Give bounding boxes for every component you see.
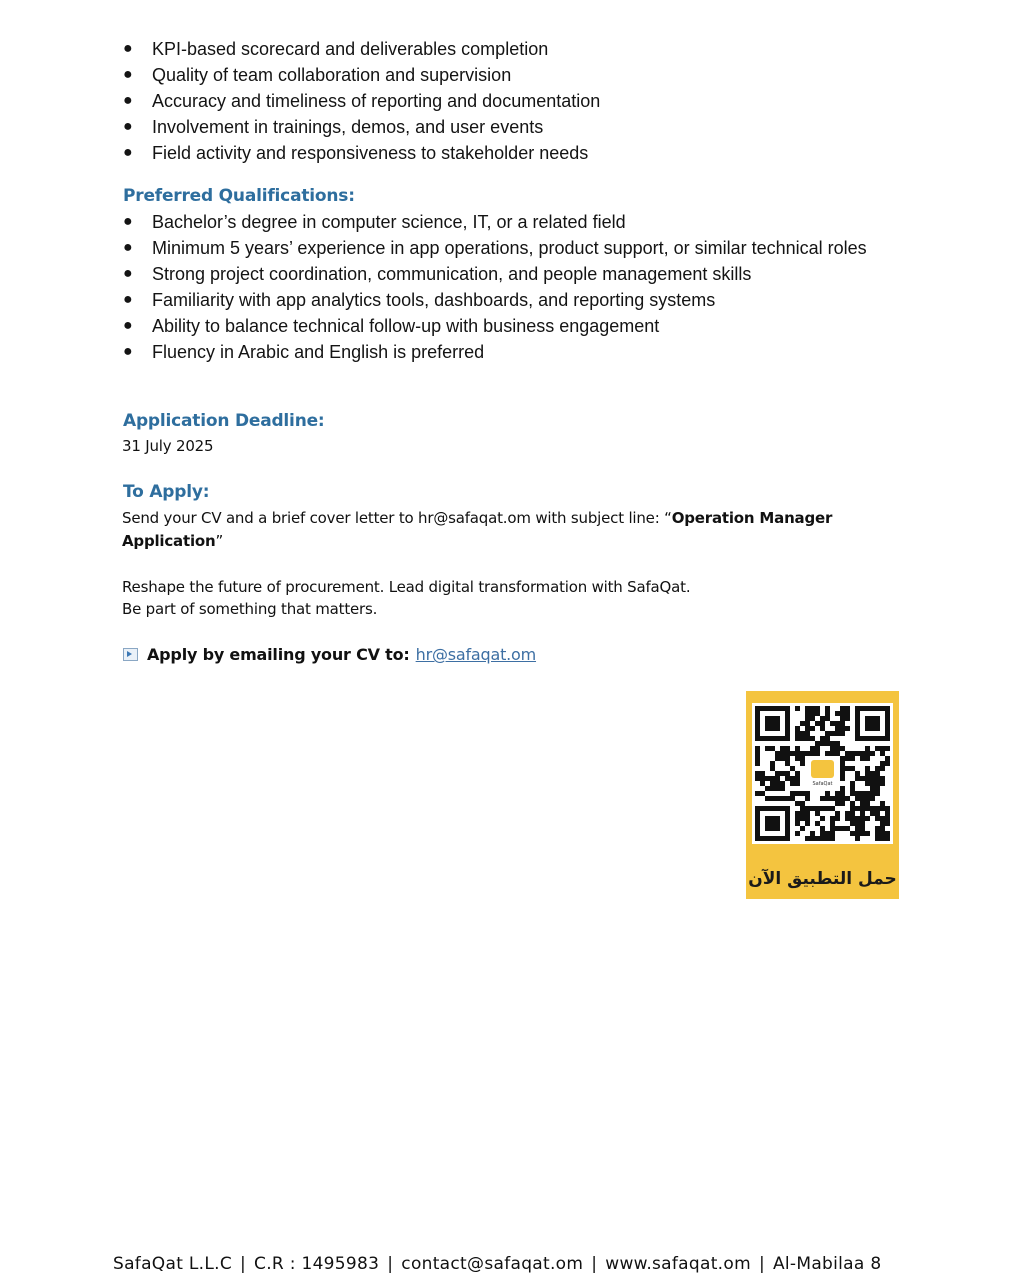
footer-email[interactable]: contact@safaqat.om xyxy=(401,1254,584,1274)
list-item: ● Field activity and responsiveness to stakeholder needs xyxy=(122,140,882,166)
apply-cta xyxy=(123,645,536,664)
footer-company: SafaQat L.L.C xyxy=(113,1254,232,1274)
footer-separator: | xyxy=(240,1254,247,1274)
list-item: ● Strong project coordination, communication, and people management skills xyxy=(122,261,882,287)
arrow-icon xyxy=(123,648,138,661)
apply-cta-label: Apply by emailing your CV to: xyxy=(147,645,410,664)
bullet-icon: ● xyxy=(123,66,133,83)
list-item: ● Minimum 5 years’ experience in app operations, product support, or similar technical roles xyxy=(122,235,882,261)
footer-cr: C.R : 1495983 xyxy=(254,1254,380,1274)
tagline: Reshape the future of procurement. Lead digital transformation with SafaQat. xyxy=(122,578,691,596)
list-item: ● Bachelor’s degree in computer science, IT, or a related field xyxy=(122,209,882,235)
bullet-icon: ● xyxy=(123,144,133,161)
bullet-icon: ● xyxy=(123,291,133,308)
bullet-icon: ● xyxy=(123,92,133,109)
tagline-secondary: Be part of something that matters. xyxy=(122,600,378,618)
email-subject: Operation Manager Application xyxy=(122,509,833,550)
qualifications-heading: Preferred Qualifications: xyxy=(123,186,355,206)
footer-separator: | xyxy=(591,1254,598,1274)
bullet-icon: ● xyxy=(123,343,133,360)
apply-email-link[interactable]: hr@safaqat.om xyxy=(415,645,537,664)
bullet-icon: ● xyxy=(123,317,133,334)
list-item: ● Ability to balance technical follow-up with business engagement xyxy=(122,313,882,339)
svg-text:SafaQat: SafaQat xyxy=(812,781,833,787)
bullet-icon: ● xyxy=(123,40,133,57)
footer-separator: | xyxy=(758,1254,765,1274)
list-item: ● Familiarity with app analytics tools, dashboards, and reporting systems xyxy=(122,287,882,313)
bullet-icon: ● xyxy=(123,265,133,282)
page-footer xyxy=(113,1254,881,1274)
bullet-icon: ● xyxy=(123,239,133,256)
deadline-heading: Application Deadline: xyxy=(123,411,325,431)
qr-code[interactable] xyxy=(752,703,893,844)
list-item: ● Quality of team collaboration and supervision xyxy=(122,62,882,88)
app-download-card xyxy=(746,691,899,899)
qr-code-icon xyxy=(755,706,890,841)
footer-website[interactable]: www.safaqat.om xyxy=(605,1254,751,1274)
list-item: ● KPI-based scorecard and deliverables completion xyxy=(122,36,882,62)
to-apply-heading: To Apply: xyxy=(123,482,210,502)
footer-separator: | xyxy=(387,1254,394,1274)
bullet-icon: ● xyxy=(123,213,133,230)
deadline-date: 31 July 2025 xyxy=(122,437,214,455)
list-item: ● Accuracy and timeliness of reporting and documentation xyxy=(122,88,882,114)
list-item: ● Fluency in Arabic and English is preferred xyxy=(122,339,882,365)
download-app-caption: حمل التطبيق الآن xyxy=(748,869,897,889)
footer-location: Al-Mabilaa 8 xyxy=(772,1254,882,1274)
kpi-bullet-list xyxy=(122,36,882,166)
apply-instructions: Send your CV and a brief cover letter to hr@safaqat.om with subject line: “Operation Manager Application” xyxy=(122,509,833,550)
bullet-icon: ● xyxy=(123,118,133,135)
qualifications-list xyxy=(122,209,882,365)
list-item: ● Involvement in trainings, demos, and user events xyxy=(122,114,882,140)
